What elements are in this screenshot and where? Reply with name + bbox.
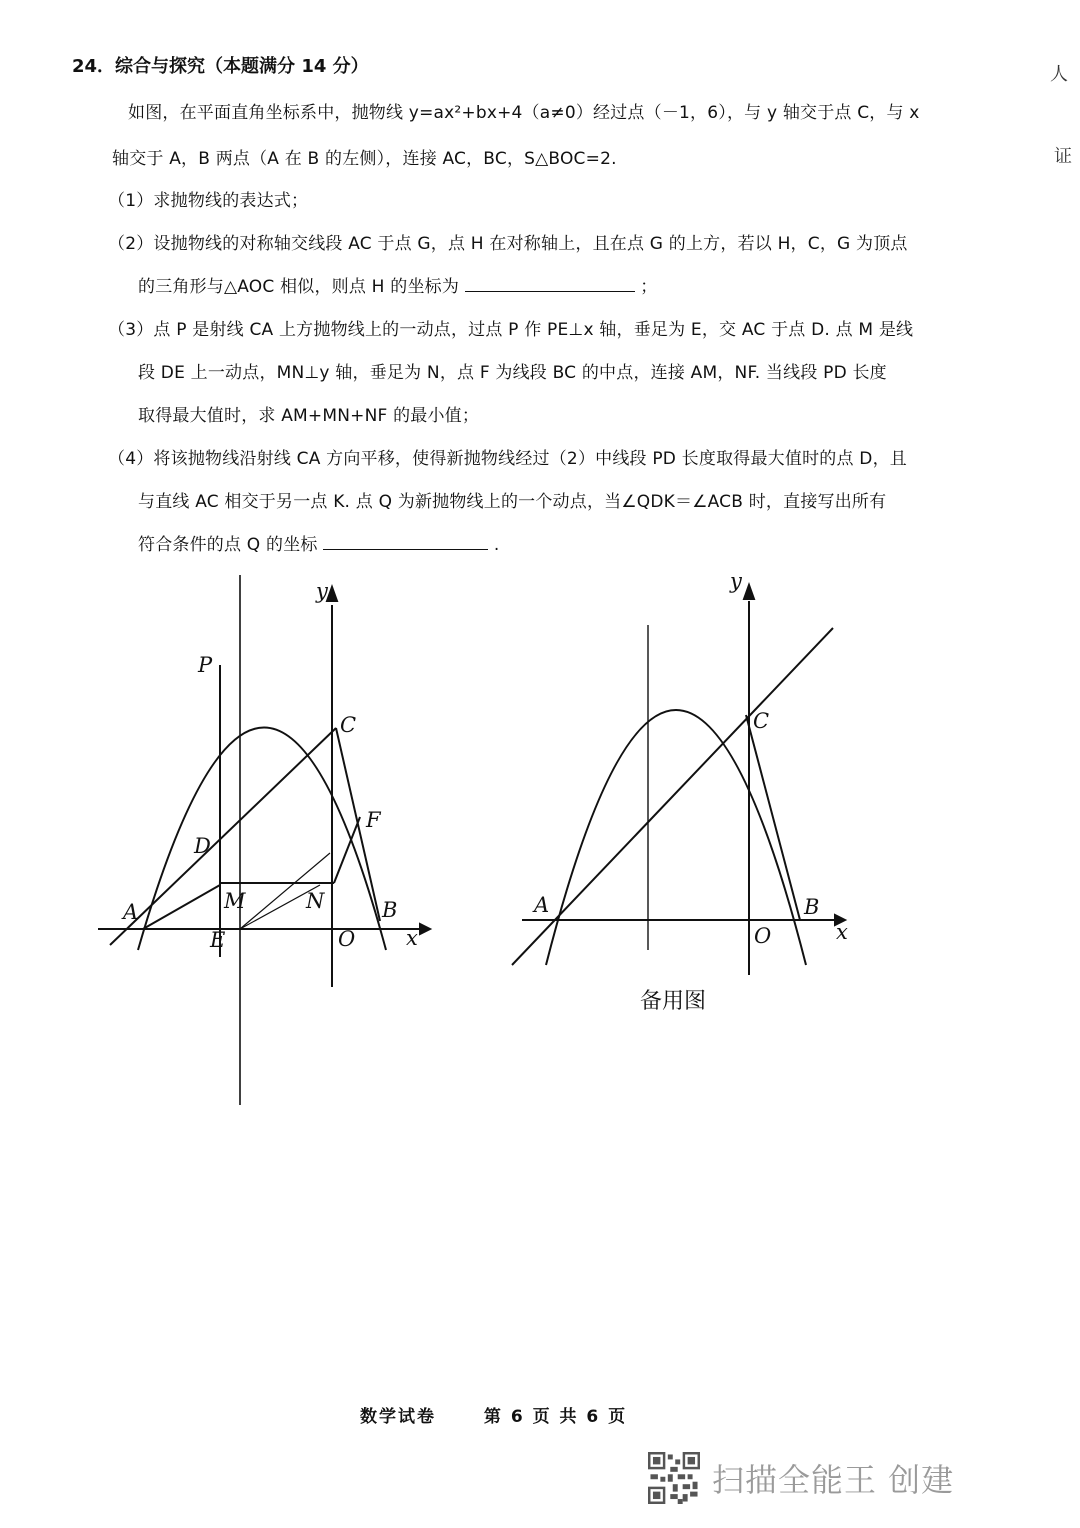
label-y: y [730,569,742,593]
part-2-end: ； [640,277,658,297]
label-p: P [198,653,213,677]
label-x: x [836,920,848,944]
label-c: C [340,713,357,737]
edge-mark-1: 人 [1050,64,1068,85]
part-3-line-2: 段 DE 上一动点，MN⊥y 轴，垂足为 N，点 F 为线段 BC 的中点，连接 AM，NF. 当线段 PD 长度 [138,363,887,383]
intro-line-2: 轴交于 A，B 两点（A 在 B 的左侧），连接 AC，BC，S△BOC=2. [112,149,617,169]
part-2-line-2-text: 的三角形与△AOC 相似，则点 H 的坐标为 [138,277,460,297]
part-4-end: . [493,535,500,555]
part-4-line-3-text: 符合条件的点 Q 的坐标 [138,535,318,555]
label-a: A [123,900,139,924]
line-am [143,885,220,929]
label-m: M [224,889,246,913]
footer-page-number: 第 6 页 共 6 页 [483,1407,628,1427]
backup-figure-caption: 备用图 [640,989,707,1014]
label-b: B [804,895,820,919]
part-2-line-2 [138,272,657,297]
answer-blank-q[interactable] [323,535,488,550]
part-2-line-1: （2）设抛物线的对称轴交线段 AC 于点 G，点 H 在对称轴上，且在点 G 的上方，若以 H，C，G 为顶点 [108,234,908,254]
footer-subject: 数学试卷 [360,1407,436,1427]
label-f: F [366,808,381,832]
part-4-line-2: 与直线 AC 相交于另一点 K. 点 Q 为新抛物线上的一个动点，当∠QDK＝∠ACB 时，直接写出所有 [138,492,887,512]
label-e: E [210,928,226,952]
question-title: 24．综合与探究（本题满分 14 分） [72,56,369,77]
answer-blank-h[interactable] [465,277,635,292]
label-y: y [316,579,328,603]
edge-mark-2: 证 [1054,146,1072,167]
scanner-watermark [648,1450,978,1506]
part-3-line-1: （3）点 P 是射线 CA 上方抛物线上的一动点，过点 P 作 PE⊥x 轴，垂足为 E，交 AC 于点 D. 点 M 是线 [108,320,914,340]
label-o: O [754,924,772,948]
line-ac [512,628,833,965]
part-1: （1）求抛物线的表达式； [108,191,309,211]
line-ac [110,728,336,945]
main-figure [90,565,440,1110]
label-b: B [382,898,398,922]
x-axis-arrow [420,924,430,934]
part-4-line-1: （4）将该抛物线沿射线 CA 方向平移，使得新抛物线经过（2）中线段 PD 长度取得最大值时的点 D，且 [108,449,907,469]
label-d: D [194,834,211,858]
label-x: x [406,926,418,950]
intro-line-1: 如图，在平面直角坐标系中，抛物线 y=ax²+bx+4（a≠0）经过点（－1，6），与 y 轴交于点 C，与 x [128,103,920,123]
label-c: C [753,709,770,733]
page-footer [360,1402,667,1427]
backup-figure [500,565,860,975]
line-bc [746,715,800,920]
label-o: O [338,927,356,951]
part-3-line-3: 取得最大值时，求 AM+MN+NF 的最小值； [138,406,480,426]
label-a: A [534,893,550,917]
label-n: N [306,889,325,913]
y-axis-arrow [744,585,754,599]
watermark-text: 扫描全能王 创建 [712,1461,955,1499]
qr-code-icon [648,1452,700,1504]
y-axis-arrow [327,587,337,601]
part-4-line-3 [138,530,499,555]
